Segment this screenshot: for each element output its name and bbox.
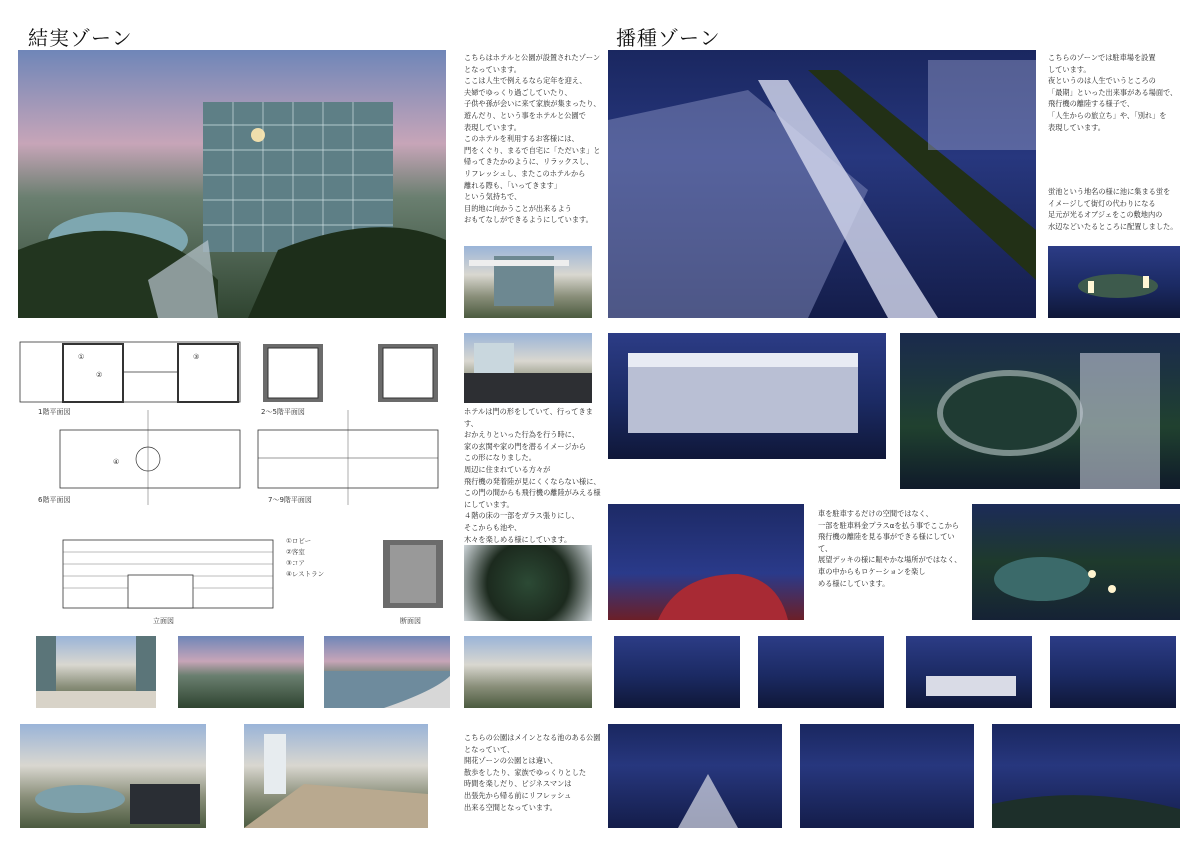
elevation-label: 立面図	[153, 617, 174, 625]
hotel-gate-text: ホテルは門の形をしていて、行ってきます、 おかえりといった行為を行う時に、 家の玄関や家の門を潜るイメージから この形になりました。 周辺に住まれている方々が 飛行機の発着陸が見にくくならない様に、 この門の間からも飛行機の離陸がみえる様 にしています。 ４階の床の一部をガラス張りにし、 そこからも池や、 木々を楽しめる様にしています。	[464, 407, 601, 544]
legend-lobby: ①ロビー	[286, 537, 312, 545]
runway-night-render-1	[614, 636, 740, 708]
parking-text: 車を駐車するだけの空間ではなく、 一部を駐車料金プラスαを払う事でここから 飛行機の離陸を見る事ができる様にしていて、 展望デッキの様に賑やかな場所がではなく、 車の中からもロケーションを楽し める様にしています。	[818, 509, 962, 588]
hotel-gate-render	[464, 246, 592, 318]
walkway-night-render	[1050, 636, 1176, 708]
legend-core: ③コア	[286, 559, 305, 567]
floor6-label: 6階平面図	[38, 496, 71, 504]
field-night-render	[992, 724, 1180, 828]
room-mark-4: ④	[113, 458, 120, 466]
glass-floor-render	[464, 545, 592, 621]
park-aerial-render	[20, 724, 206, 828]
deck-night-render	[906, 636, 1032, 708]
left-intro-text: こちらはホテルと公園が設置されたゾーン となっています。 ここは人生で例えるなら定年を迎え、 夫婦でゆっくり過ごしていたり、 子供や孫が会いに来て家族が集まったり、 遊んだり、という事をホテルと公園で 表現しています。 このホテルを利用するお客様には、 門をくぐり、まるで自宅に「ただいま」と 帰ってきたかのように、リラックスし、 リフレッシュし、またこのホテルから 離れる際も、「いってきます」 という気持ちで、 目的地に向かうことが出来るよう おもてなしができるようにしています。	[464, 53, 601, 225]
park-path-render	[244, 724, 428, 828]
room-mark-2: ②	[96, 371, 103, 379]
room-mark-3: ③	[193, 353, 200, 361]
firefly-text: 蛍池という地名の様に池に集まる蛍を イメージして街灯の代わりになる 足元が光るオブジェをこの敷地内の 水辺などいたるところに配置しました。	[1048, 187, 1178, 231]
floor2-label: 2～5階平面図	[261, 408, 305, 416]
legend-guestroom: ②客室	[286, 548, 305, 556]
parking-building-render	[608, 333, 886, 459]
garden-render	[464, 636, 592, 708]
plan-legend	[286, 536, 324, 580]
hotel-main-render	[18, 50, 446, 318]
stairs-night-render	[608, 724, 782, 828]
right-intro-text: こちらのゾーンでは駐車場を設置 しています。 夜というのは人生でいうところの 「最期」といった出来事がある場面で、 飛行機の離陸する様子で、 「人生からの旅立ち」や、「別れ」を 表現しています。	[1048, 53, 1178, 132]
floor7-label: 7～9階平面図	[268, 496, 312, 504]
runway-night-render-2	[758, 636, 884, 708]
right-zone-title: 播種ゾーン	[616, 26, 721, 50]
car-view-render	[608, 504, 804, 620]
left-zone-title: 結実ゾーン	[28, 26, 133, 50]
pond-night-render	[900, 333, 1180, 489]
floor-plans-area	[18, 340, 458, 630]
lobby-render	[464, 333, 592, 403]
airport-aerial-night-render	[608, 50, 1036, 318]
courtyard-render	[178, 636, 304, 708]
room-mark-1: ①	[78, 353, 85, 361]
firefly-object-render	[1048, 246, 1180, 318]
atrium-render	[36, 636, 156, 708]
garden-night-render	[800, 724, 974, 828]
park-text: こちらの公園はメインとなる池のある公園 となっていて、 開花ゾーンの公園とは違い、 散歩をしたり、家族でゆっくりとした 時間を楽しだり、ビジネスマンは 出張先から帰る前にリフレッシュ 出来る空間となっています。	[464, 733, 601, 812]
section-label: 断面図	[400, 617, 421, 625]
floor1-label: 1階平面図	[38, 408, 71, 416]
legend-restaurant: ④レストラン	[286, 570, 325, 578]
park-pond-night-render	[972, 504, 1180, 620]
terrace-render	[324, 636, 450, 708]
